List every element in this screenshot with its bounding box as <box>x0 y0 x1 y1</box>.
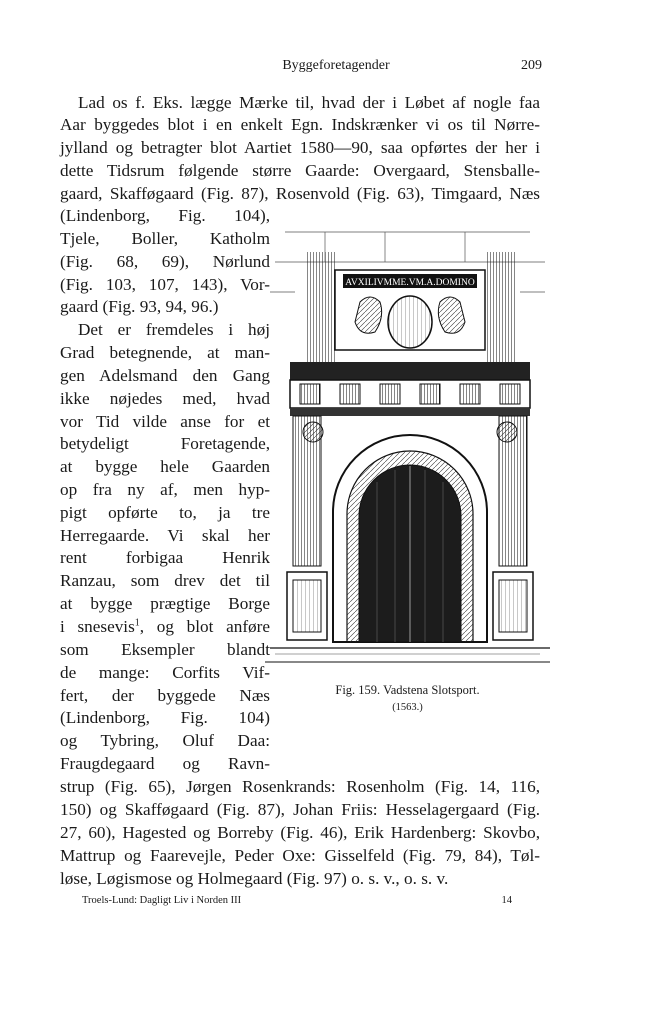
body-line: at bygge prægtige Borge <box>60 594 270 613</box>
body-line: at bygge hele Gaarden <box>60 457 270 476</box>
body-line: betydeligt Foretagende, <box>60 434 270 453</box>
body-line: og Tybring, Oluf Daa: <box>60 731 270 750</box>
body-line: Mattrup og Faarevejle, Peder Oxe: Gisselfeld (Fig. 79, 84), Tøl- <box>60 846 540 865</box>
body-line: 150) og Skafføgaard (Fig. 87), Johan Friis: Hesselagergaard (Fig. <box>60 800 540 819</box>
body-line: Tjele, Boller, Katholm <box>60 229 270 248</box>
body-line: Ranzau, som drev det til <box>60 571 270 590</box>
body-line: (Lindenborg, Fig. 104), <box>60 206 270 225</box>
body-line: vor Tid vilde anse for et <box>60 412 270 431</box>
figure-caption-year: (1563.) <box>392 702 423 713</box>
body-line: (Fig. 68, 69), Nørlund <box>60 252 270 271</box>
portal-illustration <box>265 222 550 672</box>
body-line: Aar byggedes blot i en enkelt Egn. Indskrænker vi os til Nørre- <box>60 115 540 134</box>
running-title: Byggeforetagender <box>282 58 390 73</box>
body-line: gaard, Skafføgaard (Fig. 87), Rosenvold (Fig. 63), Timgaard, Næs <box>60 184 540 203</box>
body-line-tail: , og blot anføre <box>139 617 270 636</box>
page-number: 209 <box>521 58 542 73</box>
body-line: fert, der byggede Næs <box>60 686 270 705</box>
body-line: som Eksempler blandt <box>60 640 270 659</box>
body-line: (Lindenborg, Fig. 104) <box>60 708 270 727</box>
portal-inscription: AVXILIVMME.VM.A.DOMINO <box>345 278 475 288</box>
body-line: de mange: Corfits Vif- <box>60 663 270 682</box>
body-line: løse, Løgismose og Holmegaard (Fig. 97) o. s. v., o. s. v. <box>60 869 449 888</box>
footer-source: Troels-Lund: Dagligt Liv i Norden III <box>82 895 242 906</box>
body-line: gaard (Fig. 93, 94, 96.) <box>60 297 219 316</box>
body-line: ikke nøjedes med, hvad <box>60 389 270 408</box>
body-line: rent forbigaa Henrik <box>60 548 270 567</box>
body-line: op fra ny af, men hyp- <box>60 480 270 499</box>
body-line: jylland og betragter blot Aartiet 1580—90, saa opførtes der her i <box>60 138 540 157</box>
body-line: (Fig. 103, 107, 143), Vor- <box>60 275 270 294</box>
running-head <box>0 58 672 78</box>
body-line <box>60 616 270 638</box>
body-line-text: i snesevis <box>60 617 135 636</box>
signature-mark: 14 <box>501 895 512 906</box>
body-line: Fraugdegaard og Ravn- <box>60 754 270 773</box>
footnote-marker: 1 <box>134 617 140 629</box>
body-line: Det er fremdeles i høj <box>78 320 270 339</box>
body-line: Lad os f. Eks. lægge Mærke til, hvad der i Løbet af nogle faa <box>78 93 540 112</box>
body-line: Herregaarde. Vi skal her <box>60 526 270 545</box>
body-line: 27, 60), Hagested og Borreby (Fig. 46), Erik Hardenberg: Skovbo, <box>60 823 540 842</box>
body-line: dette Tidsrum følgende større Gaarde: Overgaard, Stensballe- <box>60 161 540 180</box>
body-line: pigt opførte to, ja tre <box>60 503 270 522</box>
body-line: strup (Fig. 65), Jørgen Rosenkrands: Rosenholm (Fig. 14, 116, <box>60 777 540 796</box>
body-line: gen Adelsmand den Gang <box>60 366 270 385</box>
figure-caption: Fig. 159. Vadstena Slotsport. <box>335 683 480 697</box>
body-line: Grad betegnende, at man- <box>60 343 270 362</box>
